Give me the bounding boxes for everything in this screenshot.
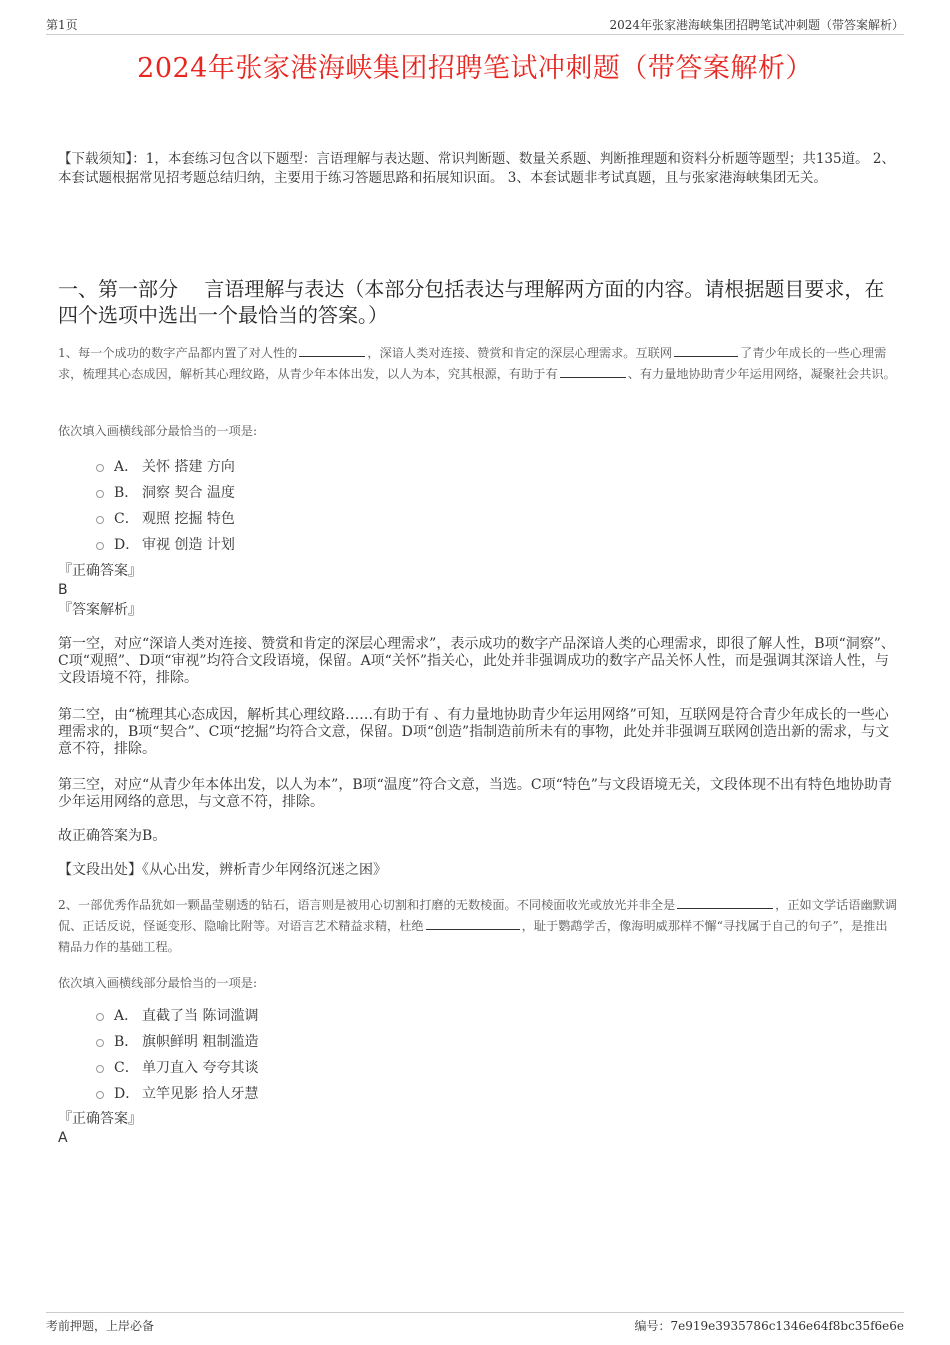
option-c[interactable]: C． 单刀直入 夸夸其谈 <box>96 1054 258 1080</box>
radio-icon[interactable] <box>96 1013 104 1021</box>
fill-blank <box>677 896 773 909</box>
question-2-instruction: 依次填入画横线部分最恰当的一项是: <box>58 976 258 990</box>
page-number: 第1页 <box>46 18 78 32</box>
footer-slogan: 考前押题，上岸必备 <box>46 1319 155 1333</box>
fill-blank <box>560 365 626 378</box>
page-footer <box>46 1312 904 1333</box>
analysis-paragraph: 第一空，对应“深谙人类对连接、赞赏和肯定的深层心理需求”，表示成功的数字产品深谙人类的心理需求，即很了解人性，B项“洞察”、C项“观照”、D项“审视”均符合文段语境，保留。A项“关怀”指关心，此处并非强调成功的数字产品关怀人性，而是强调其深谙人性，与文段语境不符，排除。 <box>58 636 895 686</box>
correct-answer: B <box>58 582 68 598</box>
document-title: 2024年张家港海峡集团招聘笔试冲刺题（带答案解析） <box>137 53 813 84</box>
fill-blank <box>299 344 365 357</box>
download-notice: 【下载须知】：1，本套练习包含以下题型：言语理解与表达题、常识判断题、数量关系题、判断推理题和资料分析题等题型；共135道。 2、本套试题根据常见招考题总结归纳，主要用于练习答题思路和拓展知识面。 3、本套试题非考试真题，且与张家港海峡集团无关。 <box>58 151 895 186</box>
analysis-conclusion: 故正确答案为B。 <box>58 828 167 844</box>
q2-text-part-b: ，正如文学话语幽默调侃、正话反说，怪诞变形、隐喻比附等。对语言艺术精益求精，杜绝 <box>58 898 898 933</box>
q1-text-part-c: 了青少年成长的一些心理需求，梳理其心态成因，解析其心理纹路，从青少年本体出发，以人为本，究其根源，有助于有 <box>58 346 887 381</box>
correct-answer: A <box>58 1130 68 1146</box>
option-d[interactable]: D． 立竿见影 拾人牙慧 <box>96 1080 258 1106</box>
q1-text-part-b: ，深谙人类对连接、赞赏和肯定的深层心理需求。互联网 <box>367 346 673 360</box>
option-a[interactable]: A． 关怀 搭建 方向 <box>96 453 235 479</box>
option-b[interactable]: B． 旗帜鲜明 粗制滥造 <box>96 1028 258 1054</box>
question-2-text <box>58 895 898 958</box>
q2-text-part-c: ，耻于鹦鹉学舌，像海明威那样不懈“寻找属于自己的句子”，是推出精品力作的基础工程。 <box>58 919 888 954</box>
analysis-paragraph: 第三空，对应“从青少年本体出发，以人为本”，B项“温度”符合文意，当选。C项“特色”与文段语境无关，文段体现不出有特色地协助青少年运用网络的意思，与文意不符，排除。 <box>58 777 892 810</box>
page-header <box>46 14 904 35</box>
question-2-options <box>96 1002 258 1106</box>
radio-icon[interactable] <box>96 542 104 550</box>
radio-icon[interactable] <box>96 1039 104 1047</box>
option-a[interactable]: A． 直截了当 陈词滥调 <box>96 1002 258 1028</box>
q1-text-part-d: 、有力量地协助青少年运用网络，凝聚社会共识。 <box>627 367 896 381</box>
section-title: 一、第一部分 言语理解与表达（本部分包括表达与理解两方面的内容。请根据题目要求，在四个选项中选出一个最恰当的答案。） <box>58 277 885 327</box>
radio-icon[interactable] <box>96 490 104 498</box>
correct-answer-label: 『正确答案』 <box>58 563 142 579</box>
option-d[interactable]: D． 审视 创造 计划 <box>96 531 235 557</box>
header-doc-title: 2024年张家港海峡集团招聘笔试冲刺题（带答案解析） <box>609 18 904 32</box>
question-1-options <box>96 453 235 557</box>
q2-text-part-a: 2、一部优秀作品犹如一颗晶莹剔透的钻石，语言则是被用心切割和打磨的无数棱面。不同棱面收光或放光并非全是 <box>58 898 676 912</box>
question-1-instruction: 依次填入画横线部分最恰当的一项是: <box>58 424 258 438</box>
analysis-paragraph: 第二空，由“梳理其心态成因，解析其心理纹路……有助于有 、有力量地协助青少年运用网络”可知，互联网是符合青少年成长的一些心理需求的，B项“契合”、C项“挖掘”均符合文意，保留。D项“创造”指制造前所未有的事物，此处并非强调互联网创造出新的需求，与文意不符，排除。 <box>58 707 890 757</box>
radio-icon[interactable] <box>96 1091 104 1099</box>
correct-answer-label: 『正确答案』 <box>58 1111 142 1127</box>
fill-blank <box>426 917 520 930</box>
radio-icon[interactable] <box>96 516 104 524</box>
question-1-text <box>58 343 898 385</box>
analysis-label: 『答案解析』 <box>58 602 142 618</box>
source-citation: 【文段出处】《从心出发，辨析青少年网络沉迷之困》 <box>58 862 387 878</box>
footer-code: 编号：7e919e3935786c1346e64f8bc35f6e6e <box>634 1319 904 1333</box>
radio-icon[interactable] <box>96 464 104 472</box>
option-c[interactable]: C． 观照 挖掘 特色 <box>96 505 235 531</box>
fill-blank <box>674 344 738 357</box>
q1-text-part-a: 1、每一个成功的数字产品都内置了对人性的 <box>58 346 298 360</box>
radio-icon[interactable] <box>96 1065 104 1073</box>
option-b[interactable]: B． 洞察 契合 温度 <box>96 479 235 505</box>
